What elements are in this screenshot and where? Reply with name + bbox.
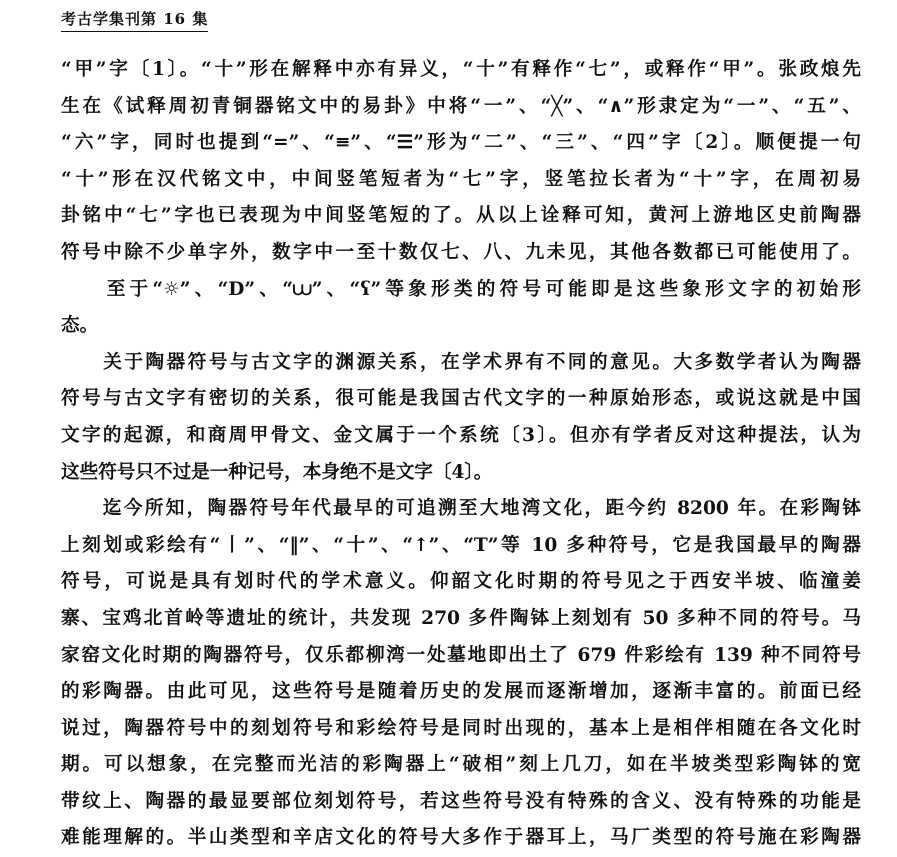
text-line: 符号与古文字有密切的关系，很可能是我国古代文字的一种原始形态，或说这就是中国: [61, 388, 861, 410]
body-text: [61, 52, 861, 857]
text-line: “十”形在汉代铭文中，中间竖笔短者为“七”字，竖笔拉长者为“十”字，在周初易: [61, 168, 861, 190]
text-line: 符号中除不少单字外，数字中一至十数仅七、八、九未见，其他各数都已可能使用了。: [61, 241, 861, 263]
text-line: 这些符号只不过是一种记号，本身绝不是文字〔4〕。: [61, 461, 493, 483]
text-line: 说过，陶器符号中的刻划符号和彩绘符号是同时出现的，基本上是相伴相随在各文化时: [61, 717, 861, 739]
text-line: 关于陶器符号与古文字的渊源关系，在学术界有不同的意见。大多数学者认为陶器: [61, 351, 861, 373]
text-line: 卦铭中“七”字也已表现为中间竖笔短的了。从以上诠释可知，黄河上游地区史前陶器: [61, 205, 861, 227]
running-header: 考古学集刊第 16 集: [61, 8, 208, 32]
text-line: 文字的起源，和商周甲骨文、金文属于一个系统〔3〕。但亦有学者反对这种提法，认为: [61, 424, 861, 446]
text-line: 上刻划或彩绘有“丨”、“‖”、“十”、“↑”、“T”等 10 多种符号，它是我国最早的陶器: [61, 534, 861, 556]
text-line: “甲”字〔1〕。“十”形在解释中亦有异义，“十”有释作“七”，或释作“甲”。张政烺先: [61, 59, 861, 80]
text-line: 的彩陶器。由此可见，这些符号是随着历史的发展而逐渐增加，逐渐丰富的。前面已经: [61, 681, 861, 703]
text-line: 态。: [61, 315, 99, 337]
text-line: 寨、宝鸡北首岭等遗址的统计，共发现 270 多件陶钵上刻划有 50 多种不同的符号。马: [61, 607, 861, 629]
text-line: 期。可以想象，在完整而光洁的彩陶器上“破相”刻上几刀，如在半坡类型彩陶钵的宽: [61, 754, 861, 776]
text-line: 带纹上、陶器的最显要部位刻划符号，若这些符号没有特殊的含义、没有特殊的功能是: [61, 790, 861, 812]
text-line: 迄今所知，陶器符号年代最早的可追溯至大地湾文化，距今约 8200 年。在彩陶钵: [61, 498, 861, 520]
text-line: “六”字，同时也提到“=”、“≡”、“☰”形为“二”、“三”、“四”字〔2〕。顺便提一句: [61, 132, 861, 154]
text-line: 至于“☼”、“D”、“⩊”、“ʕ”等象形类的符号可能即是这些象形文字的初始形: [61, 278, 861, 300]
text-line: 生在《试释周初青铜器铭文中的易卦》中将“一”、“╳”、“∧”形隶定为“一”、“五”、: [61, 95, 861, 117]
text-line: 符号，可说是具有划时代的学术意义。仰韶文化时期的符号见之于西安半坡、临潼姜: [61, 571, 861, 593]
text-line: 难能理解的。半山类型和辛店文化的符号大多作于器耳上，马厂类型的符号施在彩陶器: [61, 827, 861, 849]
text-line: 家窑文化时期的陶器符号，仅乐都柳湾一处墓地即出土了 679 件彩绘有 139 种不同符号: [61, 644, 861, 666]
